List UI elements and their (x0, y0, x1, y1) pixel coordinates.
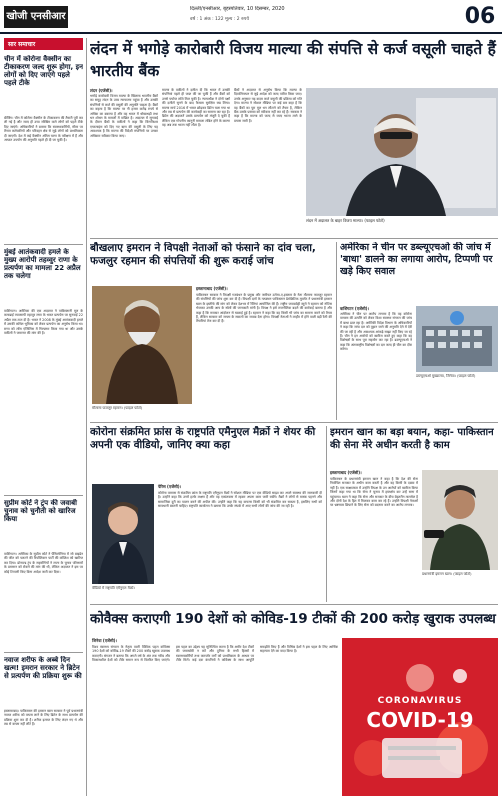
sidebar (4, 38, 83, 796)
covid-image (342, 638, 498, 796)
sidebar-item-body: वाशिंगटन। अमेरिका के सुप्रीम कोर्ट ने पेंसिल्वेनिया में जो बाइडेन की जीत को पलटने की रिपब्लिकन पार्टी की कोशिश को खारिज कर दिया। डोनाल्ड ट्रंप के सहयोगियों ने राज्य के चुनाव परिणामों के प्रमाणन को रोकने की मांग की थी, लेकिन अदालत ने इस पर कोई टिप्पणी किए बिना आदेश जारी कर दिया। (4, 552, 83, 574)
covid-image-title: COVID-19 (366, 708, 474, 732)
lead-column: बैंकों ने अदालत से अनुरोध किया कि माल्या के दिवालियापन से जुड़े आदेश को जल्द पारित किया जाए। उनके अनुसार यह कदम कर्ज वसूली की प्रक्रिया को गति देगा। माल्या ने सोशल मीडिया पर कई बार कहा है कि वह बैंकों का पूरा मूल धन लौटाने को तैयार है, लेकिन बैंक उसके प्रस्ताव को स्वीकार नहीं कर रहे हैं। सरकार ने कहा है कि माल्या को जल्द से जल्द भारत लाने के प्रयास जारी हैं। (234, 88, 302, 123)
sidebar-item-title: सुप्रीम कोर्ट ने ट्रंप की जवाबी चुनाव को चुनौती को खारिज किया (4, 499, 77, 524)
covax-headline: कोवैक्स कराएगी 190 देशों को कोविड-19 टीकों की 200 करोड़ खुराक उपलब्ध (90, 611, 496, 627)
sidebar-item (4, 499, 83, 649)
macron-byline: पेरिस (एजेंसी)। (158, 484, 182, 489)
macron-headline: कोरोना संक्रमित फ्रांस के राष्ट्रपति एमैनुएल मैक्रों ने शेयर की अपनी एक वीडियो, जानिए क्या कहा (90, 426, 316, 451)
macron-photo-caption: वीडियो में राष्ट्रपति एमैनुएल मैक्रों। (92, 586, 135, 590)
person-photo-icon (306, 88, 498, 216)
covax-byline: जिनेवा (एजेंसी)। (92, 638, 117, 643)
sidebar-item-title: मुंबई आतंकवादी हमले के मुख्य आरोपी तहव्वुर राणा के प्रत्यर्पण का मामला 22 अप्रैल तक चलेगा (4, 248, 81, 281)
imran-byline: इस्लामाबाद (एजेंसी)। (196, 286, 228, 291)
lead-column: भगोड़े कारोबारी विजय माल्या के खिलाफ भारतीय बैंकों का समूह लंदन के उच्च न्यायालय पहुंचा है और उसकी संपत्तियों से कर्ज की वसूली की अनुमति चाहता है। बैंकों का कहना है कि माल्या पर नौ हजार करोड़ रुपये से अधिक का बकाया है और वह भारत में धोखाधड़ी तथा धन शोधन के मामलों में वांछित है। अदालत में सुनवाई के दौरान बैंकों के वकीलों ने कहा कि किंगफिशर एयरलाइंस को दिए गए ऋण की वसूली के लिए यह आवश्यक है कि माल्या की विदेशी संपत्तियों पर उनका अधिकार स्वीकार किया जाए। (90, 94, 158, 138)
date-line: दिल्ली/एनसीआर, बृहस्पतिवार, 10 दिसम्बर, 2020 (190, 6, 285, 12)
imran-khan-photo-icon (422, 470, 498, 570)
issue-line: वर्ष : 1 अंक : 122 मूल्य : 2 रुपये (190, 17, 249, 22)
china-headline: अमेरिका ने चीन पर डब्ल्यूएचओ की जांच में 'बाधा' डालने का लगाया आरोप, टिप्पणी पर खड़े किए सवाल (340, 242, 493, 277)
lead-column: माल्या के वकीलों ने दलील दी कि भारत में उसकी संपत्तियां पहले ही जब्त की जा चुकी हैं और बैंकों को उनसे पर्याप्त राशि मिल चुकी है। न्यायाधीश ने दोनों पक्षों की दलीलें सुनने के बाद फैसला सुरक्षित रख लिया। माल्या मार्च 2016 में भारत छोड़कर ब्रिटेन चला गया था और तब से प्रत्यर्पण की कार्यवाही का सामना कर रहा है। ब्रिटेन की अदालतें उसके प्रत्यर्पण को मंजूरी दे चुकी हैं लेकिन एक गोपनीय कानूनी मामला लंबित होने के कारण वह अब तक भारत नहीं लौटा है। (162, 88, 230, 128)
masthead (0, 0, 502, 34)
sidebar-item-title: चीन में कोरोना वैक्सीन का टीकाकरण जल्द शुरू होगा, इन लोगों को दिए जाएंगे पहले पहले टीके (4, 55, 83, 88)
sidebar-item-body: इस्लामाबाद। पाकिस्तान की इमरान खान सरकार ने पूर्व प्रधानमंत्री नवाज शरीफ को वापस लाने के लिए ब्रिटेन के साथ प्रत्यर्पण की प्रक्रिया शुरू कर दी है। शरीफ इलाज के लिए लंदन गए थे और तब से वापस नहीं लौटे हैं। (4, 709, 83, 727)
logo (4, 6, 68, 28)
sidebar-item-body: वाशिंगटन। अमेरिका की एक अदालत ने पाकिस्तानी मूल के कनाडाई व्यवसायी तहव्वुर राणा के भारत प्रत्यर्पण पर सुनवाई 22 अप्रैल तक टाल दी है। भारत ने 2008 के मुंबई आतंकवादी हमले में उसकी कथित भूमिका को लेकर प्रत्यर्पण का अनुरोध किया था। राणा को लॉस एंजिलिस में गिरफ्तार किया गया था और उसके वकीलों ने जमानत की मांग की है। (4, 309, 83, 336)
sidebar-item (4, 656, 83, 796)
macron-photo-icon (92, 484, 154, 584)
who-building-icon (416, 306, 498, 372)
macron-body: कोरोना वायरस से संक्रमित फ्रांस के राष्ट्रपति एमैनुएल मैक्रों ने सोशल मीडिया पर एक वीडियो साझा कर अपने स्वास्थ्य की जानकारी दी है। उन्होंने कहा कि उनमें हल्के लक्षण हैं और वह एकांतवास में रहकर अपना काम जारी रखेंगे। मैक्रों ने लोगों से मास्क पहनने और सामाजिक दूरी का पालन करने की अपील की। उन्होंने कहा कि यह वायरस किसी को भी संक्रमित कर सकता है, इसलिए सभी को सावधानी बरतनी चाहिए। राष्ट्रपति कार्यालय ने बताया कि उनके संपर्क में आए सभी लोगों की जांच की जा रही है। (158, 491, 322, 509)
sidebar-item-title: नवाज शरीफ के अब्बे दिन खत्म! इमरान सरकार ने ब्रिटेन से प्रत्यर्पण की प्रक्रिया शुरू की (4, 656, 82, 681)
army-headline: इमरान खान का बड़ा बयान, कहा- पाकिस्तान की सेना मेरे अधीन करती है काम (330, 427, 494, 451)
who-photo (416, 306, 498, 372)
sidebar-item-body: बीजिंग। चीन में कोरोना वैक्सीन के टीकाकरण की तैयारी पूरी कर ली गई है और जल्द ही उच्च जोखिम वाले लोगों को पहले टीके दिए जाएंगे। अधिकारियों ने बताया कि स्वास्थ्यकर्मियों, सीमा पर तैनात कर्मचारियों और परिवहन क्षेत्र से जुड़े लोगों को प्राथमिकता दी जाएगी। देश में कई वैक्सीन अंतिम चरण के परीक्षण में हैं और आपात उपयोग की अनुमति पहले ही दी जा चुकी है। (4, 116, 83, 143)
china-photo-caption: डब्ल्यूएचओ मुख्यालय, जिनेवा। (फाइल फोटो) (416, 374, 476, 378)
china-byline: वाशिंगटन (एजेंसी)। (340, 306, 369, 311)
sidebar-item (4, 248, 83, 492)
army-byline: इस्लामाबाद (एजेंसी)। (330, 470, 362, 475)
imran-photo (92, 286, 192, 404)
army-body: पाकिस्तान के प्रधानमंत्री इमरान खान ने कहा है कि देश की सेना निर्वाचित सरकार के अधीन काम करती है और वह किसी के दबाव में नहीं हैं। एक साक्षात्कार में उन्होंने विपक्ष के उन आरोपों को खारिज किया जिनमें कहा गया था कि सेना ने चुनाव में हस्तक्षेप कर उन्हें सत्ता में पहुंचाया। खान ने कहा कि सेना और सरकार के बीच बेहतरीन तालमेल है और दोनों देश के हित में मिलकर काम कर रहे हैं। उन्होंने विपक्षी नेताओं पर भ्रष्टाचार छिपाने के लिए सेना को बदनाम करने का आरोप लगाया। (330, 477, 418, 508)
imran-headline: बौखलाए इमरान ने विपक्षी नेताओं को फंसाने का दांव चला, फजलुर रहमान की संपत्तियों की शुरू कराई जांच (90, 242, 316, 267)
logo-text: खोजी एनसीआर (6, 11, 66, 22)
mallya-photo (306, 88, 498, 216)
lead-headline: लंदन में भगोड़े कारोबारी विजय माल्या की संपत्ति से कर्ज वसूली चाहते हैं भारतीय बैंक (90, 40, 496, 80)
imran-photo-caption: मौलाना फजलुर रहमान। (फाइल फोटो) (92, 406, 143, 410)
sidebar-item (4, 55, 83, 241)
imran-khan-photo (422, 470, 498, 570)
macron-photo (92, 484, 154, 584)
maulana-photo-icon (92, 286, 192, 404)
covid-image-word: CORONAVIRUS (377, 696, 463, 706)
lead-photo-caption: लंदन में अदालत के बाहर विजय माल्या। (फाइल फोटो) (306, 218, 385, 223)
imran-body: पाकिस्तान सरकार ने विपक्षी गठबंधन के प्रमुख और जमीयत उलेमा-ए-इस्लाम के नेता मौलाना फजलुर रहमान की संपत्तियों की जांच शुरू कर दी है। विपक्षी दलों के गठबंधन पाकिस्तान डेमोक्रेटिक मूवमेंट ने प्रधानमंत्री इमरान खान के इस्तीफे की मांग को लेकर देशभर में रैलियां आयोजित की हैं। राष्ट्रीय जवाबदेही ब्यूरो ने रहमान को नोटिस भेजकर उनकी आय के स्रोतों की जानकारी मांगी है। विपक्ष ने इसे राजनीतिक बदले की कार्रवाई बताया है और कहा है कि सरकार आंदोलन से घबराई हुई है। रहमान ने कहा कि वह किसी भी जांच का सामना करने को तैयार हैं, लेकिन सरकार को जनता के सवालों का जवाब देना होगा। विपक्षी नेताओं ने लाहौर में होने वाली बड़ी रैली की तैयारियां तेज कर दी हैं। (196, 293, 332, 324)
china-body: अमेरिका ने चीन पर आरोप लगाया है कि वह कोरोना वायरस की उत्पत्ति को लेकर विश्व स्वास्थ्य संगठन की जांच में बाधा डाल रहा है। अमेरिकी विदेश विभाग के अधिकारियों ने कहा कि जांच दल को वुहान जाने की अनुमति देने में देरी की जा रही है और आवश्यक आंकड़े साझा नहीं किए जा रहे हैं। चीन ने इन आरोपों को खारिज करते हुए कहा कि वह विशेषज्ञों के साथ पूरा सहयोग कर रहा है। डब्ल्यूएचओ ने कहा कि अंतरराष्ट्रीय विशेषज्ञों का दल जल्द ही चीन का दौरा करेगा। (340, 312, 412, 352)
sidebar-tag: सार समाचार (4, 38, 83, 50)
page-number: 06 (464, 4, 496, 29)
lead-byline: लंदन (एजेंसी)। (90, 88, 113, 93)
covax-body: विश्व स्वास्थ्य संगठन के नेतृत्व वाली वैश्विक पहल कोवैक्स 190 देशों को कोविड-19 टीकों की 200 करोड़ खुराक उपलब्ध कराएगी। संगठन ने बताया कि अगले वर्ष के अंत तक गरीब और विकासशील देशों को टीके समान रूप से वितरित किए जाएंगे। इस पहल का उद्देश्य यह सुनिश्चित करना है कि अमीर देश टीकों की जमाखोरी न करें और दुनिया के सभी हिस्सों में स्वास्थ्यकर्मियों तथा कमजोर वर्गों को प्राथमिकता के आधार पर टीके मिलें। कई दवा कंपनियों ने कोवैक्स के साथ आपूर्ति समझौते किए हैं और विभिन्न देशों ने इस पहल के लिए आर्थिक सहायता देने का वादा किया है। (92, 645, 338, 663)
army-photo-caption: प्रधानमंत्री इमरान खान। (फाइल फोटो) (422, 572, 472, 576)
